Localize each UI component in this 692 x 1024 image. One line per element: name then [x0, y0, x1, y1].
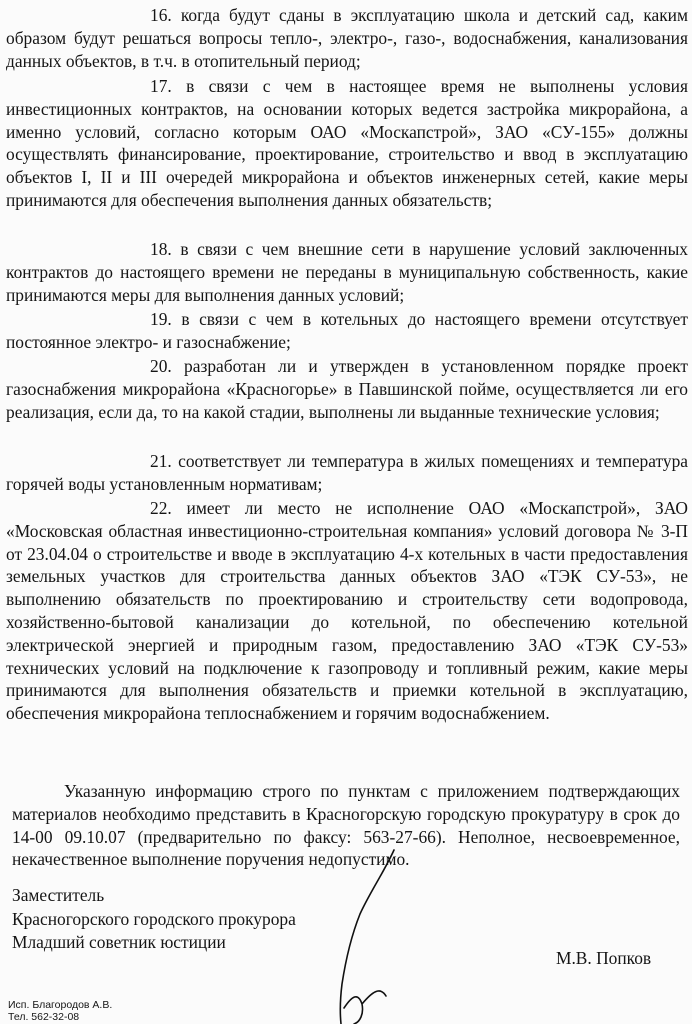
signer-title-line-2: Красногорского городского прокурора — [12, 909, 296, 929]
item-text: в связи с чем внешние сети в нарушение условий заключенных контрактов до настоящего времени не переданы в муниципальную собственность, какие принимаются меры для выполнения данных условий; — [6, 239, 688, 305]
item-number: 16. — [150, 5, 172, 25]
list-item-16 — [6, 4, 688, 72]
list-item-20 — [6, 355, 688, 423]
item-text: разработан ли и утвержден в установленном порядке проект газоснабжения микрорайона «Красногорье» в Павшинской пойме, осуществляется ли его реализация, если да, то на какой стадии, выполнены ли выданные технические условия; — [6, 356, 689, 422]
signer-title-line-3: Младший советник юстиции — [12, 932, 226, 952]
closing-paragraph: Указанную информацию строго по пунктам с приложением подтверждающих материалов необходимо представить в Красногорскую городскую прокуратуру в срок до 14-00 09.10.07 (предварительно по факсу: 563-27-66). Неполное, несвоевременное, некачественное выполнение поручения недопустимо. — [12, 781, 680, 870]
item-number: 19. — [150, 309, 172, 329]
item-number: 21. — [150, 451, 172, 471]
item-text: в связи с чем в котельных до настоящего времени отсутствует постоянное электро- и газоснабжение; — [6, 309, 688, 352]
list-item-22 — [6, 497, 688, 725]
signer-title-line-1: Заместитель — [12, 885, 105, 905]
item-number: 22. — [150, 498, 172, 518]
list-item-19 — [6, 308, 688, 354]
list-item-18 — [6, 238, 688, 306]
item-number: 17. — [150, 76, 172, 96]
list-item-21 — [6, 450, 688, 496]
item-text: соответствует ли температура в жилых помещениях и температура горячей воды установленным нормативам; — [6, 451, 688, 494]
executor-phone: Тел. 562-32-08 — [8, 1011, 80, 1023]
list-item-17 — [6, 75, 688, 212]
item-text: когда будут сданы в эксплуатацию школа и детский сад, каким образом будут решаться вопросы тепло-, электро-, газо-, водоснабжения, канализования данных объектов, в т.ч. в отопительный период; — [6, 5, 688, 71]
signature-stroke — [340, 850, 394, 1024]
item-number: 18. — [150, 239, 172, 259]
item-number: 20. — [150, 356, 172, 376]
item-text: имеет ли место не исполнение ОАО «Москапстрой», ЗАО «Московская областная инвестиционно-строительная компания» условий договора № 3-П от 23.04.04 о строительстве и вводе в эксплуатацию 4-х котельных в части предоставления земельных участков для строительства данных объектов ЗАО «ТЭК СУ-53», не выполнению обязательств по проектированию и строительству сети водопровода, хозяйственно-бытовой канализации до котельной, по обеспечению котельной электрической энергией и природным газом, предоставлению ЗАО «ТЭК СУ-53» технических условий на подключение к газопроводу и топливный режим, какие меры принимаются для выполнения обязательств и приемки котельной в эксплуатацию, обеспечения микрорайона теплоснабжением и горячим водоснабжением. — [6, 498, 688, 724]
item-text: в связи с чем в настоящее время не выполнены условия инвестиционных контрактов, на основании которых ведется застройка микрорайона, а именно условий, согласно которым ОАО «Москапстрой», ЗАО «СУ-155» должны осуществлять финансирование, проектирование, строительство и ввод в эксплуатацию объектов I, II и III очередей микрорайона и объектов инженерных сетей, какие меры принимаются для обеспечения выполнения данных обязательств; — [6, 76, 688, 210]
signer-name: М.В. Попков — [556, 948, 652, 968]
executor-name: Исп. Благородов А.В. — [8, 999, 113, 1011]
